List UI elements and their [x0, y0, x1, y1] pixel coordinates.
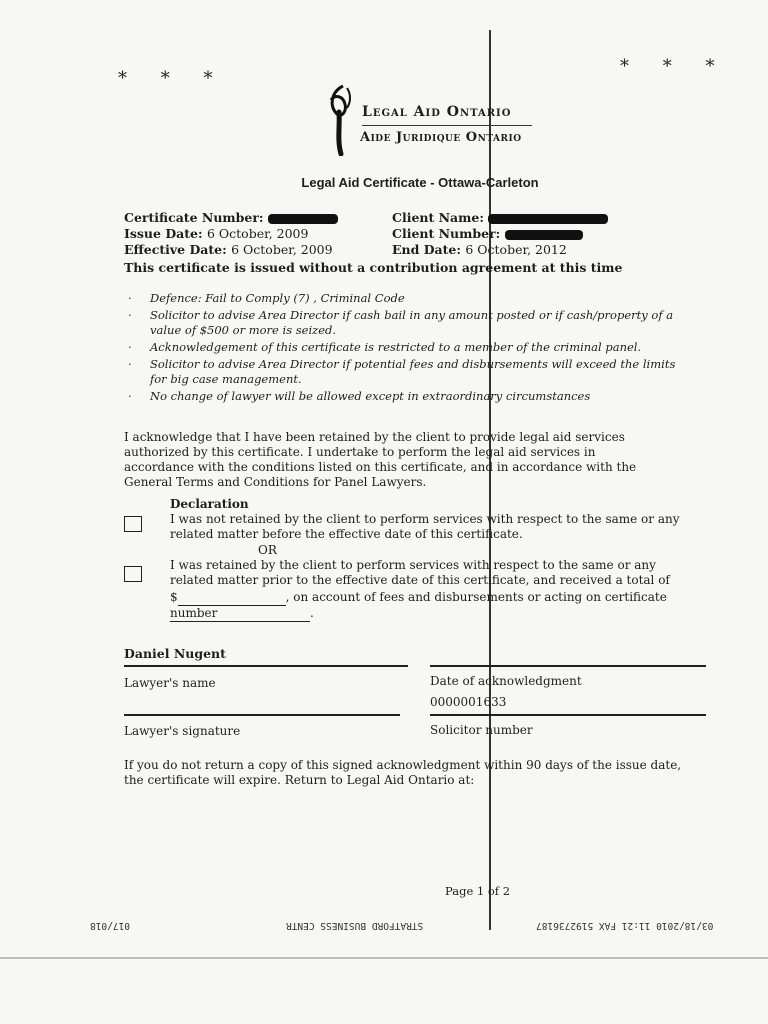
- client-name-row: [392, 210, 608, 225]
- handwritten-marks-right: * * *: [620, 56, 729, 77]
- amount-blank[interactable]: [178, 590, 286, 606]
- page-number: Page 1 of 2: [445, 884, 511, 898]
- conditions-list: [126, 291, 686, 406]
- blank-end: .: [310, 606, 314, 620]
- condition-text: No change of lawyer will be allowed except in extraordinary circumstances: [150, 389, 591, 403]
- declaration-or: OR: [258, 543, 277, 557]
- certificate-number-blank[interactable]: [170, 606, 310, 622]
- effective-date-value: 6 October, 2009: [231, 242, 333, 257]
- return-instructions: If you do not return a copy of this signed acknowledgment within 90 days of the issue date, the certificate will expire. Return to Legal Aid Ontario at:: [124, 758, 682, 787]
- fax-header-left: 03/18/2010 11:21 FAX 5192736187: [536, 920, 714, 931]
- redaction-mark: [505, 230, 583, 240]
- end-date-value: 6 October, 2012: [465, 242, 567, 257]
- certificate-number-label: Certificate Number:: [124, 210, 264, 225]
- lawyer-signature-label: Lawyer's signature: [124, 724, 241, 738]
- list-item: [126, 340, 686, 355]
- declaration-checkbox-retained[interactable]: [124, 566, 142, 582]
- lawyer-name-rule: [124, 665, 408, 667]
- document-title: Legal Aid Certificate - Ottawa-Carleton: [301, 175, 539, 190]
- signature-rule: [124, 714, 400, 716]
- issue-date-row: [124, 226, 308, 241]
- condition-text: Defence: Fail to Comply (7) , Criminal Code: [150, 291, 405, 305]
- declaration-option-not-retained: I was not retained by the client to perform services with respect to the same or any related matter before the effective date of this certificate.: [170, 512, 680, 541]
- client-number-label: Client Number:: [392, 226, 501, 241]
- redaction-mark: [268, 214, 338, 224]
- lawyer-name-label: Lawyer's name: [124, 676, 216, 690]
- effective-date-label: Effective Date:: [124, 242, 227, 257]
- handwritten-marks-left: * * *: [118, 68, 227, 89]
- issue-date-value: 6 October, 2009: [206, 226, 309, 241]
- fax-header-center: STRATFORD BUSINESS CENTR: [286, 920, 424, 931]
- page-edge: [0, 957, 768, 959]
- solicitor-number-value: 0000001633: [430, 695, 507, 709]
- bullet: ·: [128, 291, 132, 305]
- end-date-row: [392, 242, 567, 257]
- declaration-option-retained-text: I was retained by the client to perform services with respect to the same or any related matter prior to the effective date of this certificate, and received a total of: [170, 558, 670, 587]
- condition-text: Solicitor to advise Area Director if potential fees and disbursements will exceed the limits for big case management.: [150, 357, 676, 386]
- client-name-label: Client Name:: [392, 210, 484, 225]
- declaration-checkbox-not-retained[interactable]: [124, 516, 142, 532]
- end-date-label: End Date:: [392, 242, 461, 257]
- legal-aid-ontario-logo-icon: [325, 82, 353, 156]
- org-name-french: Aide Juridique Ontario: [360, 130, 522, 145]
- bullet: ·: [128, 357, 132, 371]
- date-label: Date of acknowledgment: [430, 674, 582, 688]
- certificate-number-blank-row: [170, 606, 314, 622]
- declaration-heading: Declaration: [170, 497, 249, 511]
- solicitor-number-label: Solicitor number: [430, 723, 533, 737]
- acknowledgement-paragraph: I acknowledge that I have been retained by the client to provide legal aid services authorized by this certificate. I undertake to perform the legal aid services in accordance with the conditions listed on this certificate, and in accordance with the General Terms and Conditions for Panel Lawyers.: [124, 430, 637, 489]
- certificate-number-row: [124, 210, 338, 225]
- org-divider: [362, 125, 532, 126]
- list-item: [126, 308, 686, 338]
- list-item: [126, 291, 686, 306]
- condition-text: Acknowledgement of this certificate is restricted to a member of the criminal panel.: [150, 340, 642, 354]
- fax-header-right: 017/018: [90, 920, 131, 931]
- issue-date-label: Issue Date:: [124, 226, 203, 241]
- lawyer-name-value: Daniel Nugent: [124, 646, 226, 661]
- list-item: [126, 357, 686, 387]
- contribution-note: This certificate is issued without a contribution agreement at this time: [124, 260, 623, 275]
- currency-symbol: $: [170, 590, 178, 604]
- effective-date-row: [124, 242, 333, 257]
- org-name-english: Legal Aid Ontario: [362, 104, 512, 120]
- bullet: ·: [128, 340, 132, 354]
- declaration-amount-text: , on account of fees and disbursements or acting on certificate number: [170, 590, 667, 620]
- redaction-mark: [488, 214, 608, 224]
- bullet: ·: [128, 389, 132, 403]
- list-item: [126, 389, 686, 404]
- declaration-option-retained: [170, 558, 700, 588]
- solicitor-number-rule: [430, 714, 706, 716]
- condition-text: Solicitor to advise Area Director if cash bail in any amount posted or if cash/property of a value of $500 or more is seized.: [150, 308, 674, 337]
- date-rule: [430, 665, 706, 667]
- bullet: ·: [128, 308, 132, 322]
- client-number-row: [392, 226, 583, 241]
